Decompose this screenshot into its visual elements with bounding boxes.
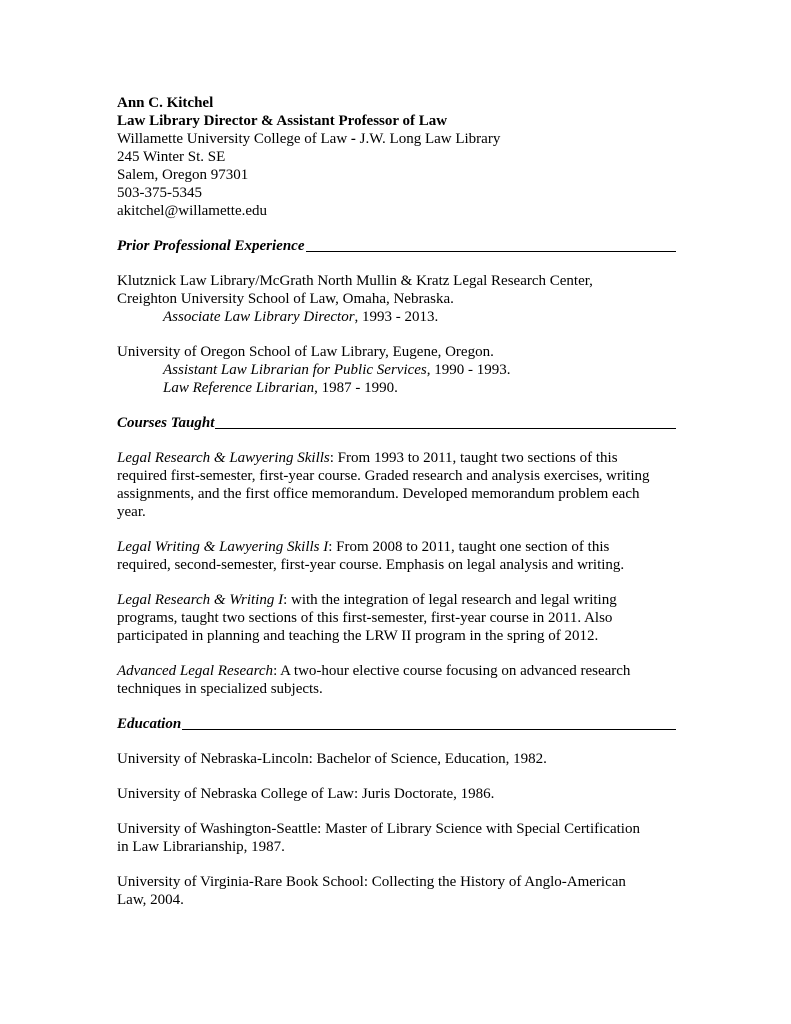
institution-college: Willamette University College of Law [117,131,351,147]
resume-page [117,94,677,909]
role-line [117,379,677,397]
education-line: University of Washington-Seattle: Master of Library Science with Special Certification [117,821,640,837]
role-title: Law Reference Librarian [163,380,315,396]
author-name: Ann C. Kitchel [117,95,214,111]
course-name: Legal Writing & Lawyering Skills I [117,539,329,555]
experience-entry [117,343,677,397]
course-text: : From 2008 to 2011, taught one section of this [328,539,610,555]
course-name: Legal Research & Lawyering Skills [117,450,330,466]
course-line: techniques in specialized subjects. [117,681,323,697]
course-line: programs, taught two sections of this first-semester, first-year course in 2011. Also [117,610,613,626]
course-line: required, second-semester, first-year course. Emphasis on legal analysis and writing. [117,557,625,573]
course-item [117,449,677,521]
education-line: University of Nebraska College of Law: Juris Doctorate, 1986. [117,786,495,802]
course-line: year. [117,504,146,520]
course-text: : with the integration of legal research and legal writing [283,592,617,608]
course-text: : A two-hour elective course focusing on advanced research [273,663,631,679]
email-address: akitchel@willamette.edu [117,203,268,219]
course-item [117,662,677,698]
role-line [117,361,677,379]
role-dates: , 1993 - 2013. [354,309,439,325]
education-item [117,785,677,803]
education-line: Law, 2004. [117,892,184,908]
courses-heading-label: Courses Taught [117,415,215,431]
education-heading [117,715,676,733]
role-dates: , 1990 - 1993. [426,362,511,378]
phone-number: 503-375-5345 [117,185,202,201]
role-line [117,308,677,326]
education-item [117,873,677,909]
role-title: Associate Law Library Director [163,309,355,325]
entry-line: University of Oregon School of Law Library, Eugene, Oregon. [117,344,494,360]
entry-line: Klutznick Law Library/McGrath North Mullin & Kratz Legal Research Center, [117,273,593,289]
experience-entry [117,272,677,326]
contact-block [117,94,677,220]
course-line [117,449,677,467]
course-text: : From 1993 to 2011, taught two sections of this [329,450,618,466]
courses-heading [117,414,676,432]
street-address: 245 Winter St. SE [117,149,226,165]
role-dates: , 1987 - 1990. [314,380,398,396]
education-heading-label: Education [117,716,182,732]
section-rule [182,729,676,730]
experience-heading [117,237,676,255]
course-item [117,591,677,645]
city-address: Salem, Oregon 97301 [117,167,249,183]
institution-library: J.W. Long Law Library [355,131,501,147]
institution-dash: - [350,131,356,147]
section-rule [215,428,676,429]
course-line: assignments, and the first office memorandum. Developed memorandum problem each [117,486,640,502]
education-item [117,750,677,768]
course-item [117,538,677,574]
course-line [117,591,677,609]
course-line: required first-semester, first-year course. Graded research and analysis exercises, writing [117,468,650,484]
course-name: Advanced Legal Research [117,663,274,679]
role-title: Assistant Law Librarian for Public Services [163,362,427,378]
education-line: University of Virginia-Rare Book School: Collecting the History of Anglo-American [117,874,626,890]
education-line: University of Nebraska-Lincoln: Bachelor of Science, Education, 1982. [117,751,547,767]
entry-line: Creighton University School of Law, Omaha, Nebraska. [117,291,454,307]
education-line: in Law Librarianship, 1987. [117,839,285,855]
author-title: Law Library Director & Assistant Professor of Law [117,113,448,129]
section-rule [306,251,677,252]
institution [117,130,677,148]
course-line [117,662,677,680]
course-line [117,538,677,556]
experience-heading-label: Prior Professional Experience [117,238,305,254]
education-item [117,820,677,856]
course-line: participated in planning and teaching the LRW II program in the spring of 2012. [117,628,599,644]
course-name: Legal Research & Writing I [117,592,284,608]
